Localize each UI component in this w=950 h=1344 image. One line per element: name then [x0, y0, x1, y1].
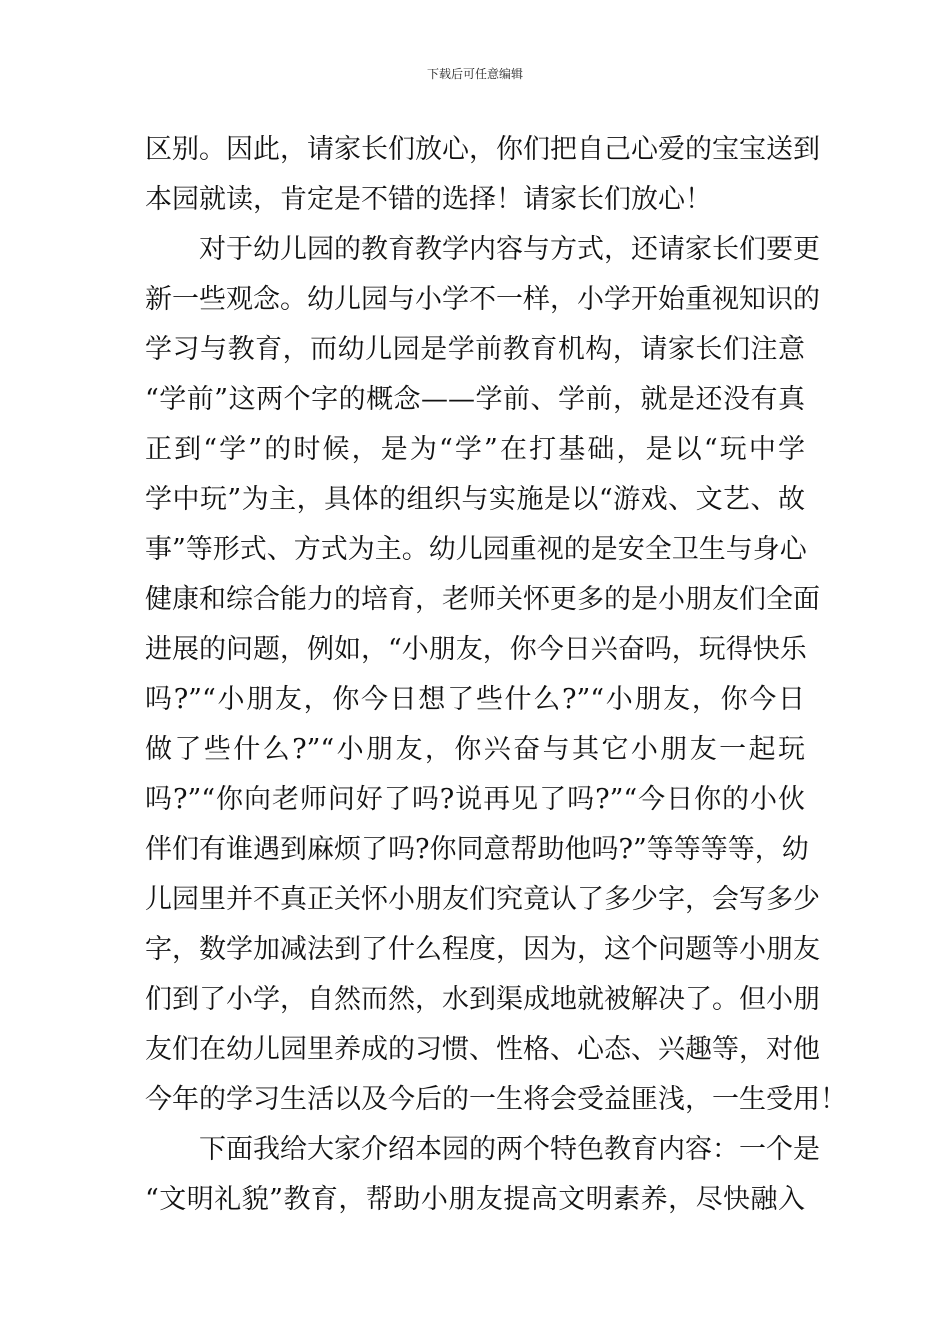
text-line: 下面我给大家介绍本园的两个特色教育内容：一个是 [145, 1134, 820, 1165]
text-line: 本园就读，肯定是不错的选择！请家长们放心！ [145, 184, 712, 215]
text-line: “学前”这两个字的概念——学前、学前，就是还没有真 [145, 384, 805, 415]
text-line: 儿园里并不真正关怀小朋友们究竟认了多少字，会写多少 [145, 884, 820, 915]
text-line: 字，数学加减法到了什么程度，因为，这个问题等小朋友 [145, 934, 820, 965]
paragraph [145, 1125, 820, 1225]
text-line: 新一些观念。幼儿园与小学不一样，小学开始重视知识的 [145, 284, 820, 315]
text-line: 伴们有谁遇到麻烦了吗?你同意帮助他吗?”等等等等，幼 [145, 834, 809, 865]
text-line: 学习与教育，而幼儿园是学前教育机构，请家长们注意 [145, 334, 805, 365]
text-line: 们到了小学，自然而然，水到渠成地就被解决了。但小朋 [145, 984, 820, 1015]
text-line: 今年的学习生活以及今后的一生将会受益匪浅，一生受用！ [145, 1084, 847, 1115]
text-line: “文明礼貌”教育，帮助小朋友提高文明素养，尽快融入 [145, 1184, 805, 1215]
text-line: 正到“学”的时候，是为“学”在打基础，是以“玩中学 [145, 434, 805, 465]
text-line: 对于幼儿园的教育教学内容与方式，还请家长们要更 [145, 234, 820, 265]
paragraph [145, 125, 820, 225]
document-body [145, 125, 847, 1225]
text-line: 健康和综合能力的培育，老师关怀更多的是小朋友们全面 [145, 584, 820, 615]
text-line: 吗?”“你向老师问好了吗?说再见了吗?”“今日你的小伙 [145, 784, 805, 815]
text-line: 进展的问题，例如，“小朋友，你今日兴奋吗，玩得快乐 [145, 634, 807, 665]
text-line: 做了些什么?”“小朋友，你兴奋与其它小朋友一起玩 [145, 734, 805, 765]
text-line: 学中玩”为主，具体的组织与实施是以“游戏、文艺、故 [145, 484, 805, 515]
text-line: 吗?”“小朋友，你今日想了些什么?”“小朋友，你今日 [145, 684, 805, 715]
text-line: 友们在幼儿园里养成的习惯、性格、心态、兴趣等，对他 [145, 1034, 820, 1065]
paragraph [145, 225, 847, 1125]
page-header: 下载后可任意编辑 [426, 67, 523, 81]
text-line: 区别。因此，请家长们放心，你们把自己心爱的宝宝送到 [145, 134, 820, 165]
text-line: 事”等形式、方式为主。幼儿园重视的是安全卫生与身心 [145, 534, 807, 565]
